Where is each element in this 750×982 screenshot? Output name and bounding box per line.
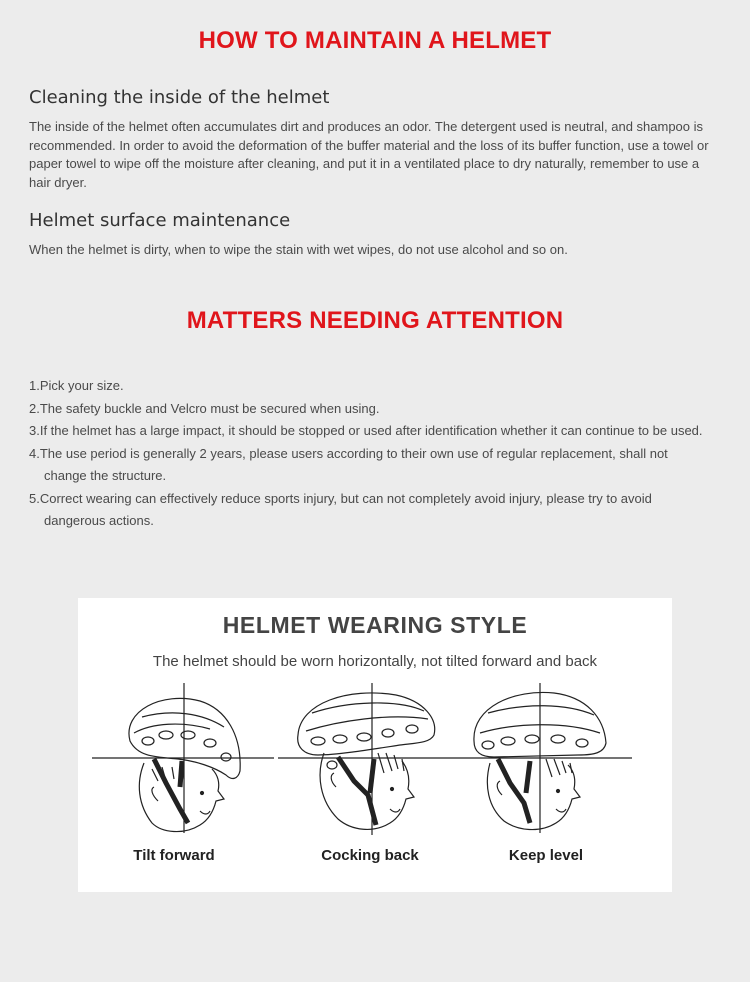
cleaning-text: The inside of the helmet often accumulates dirt and produces an odor. The detergent used is neutral, and shampoo is recommended. In order to avoid the deformation of the buffer material and the loss of its buffer function, use a towel or paper towel to wipe off the moisture after cleaning, and put it in a ventilated place to dry naturally, remember to use a hair dryer. [29, 119, 709, 190]
attention-title: MATTERS NEEDING ATTENTION [186, 307, 564, 334]
caption-tilt-forward: Tilt forward [133, 847, 215, 864]
cleaning-heading: Cleaning the inside of the helmet [29, 87, 330, 108]
surface-heading: Helmet surface maintenance [29, 210, 291, 231]
wearing-style-card [78, 598, 672, 892]
attention-item: 5.Correct wearing can effectively reduce sports injury, but can not completely avoid injury, please try to avoid dangerous actions. [29, 490, 652, 528]
attention-list [29, 375, 709, 533]
attention-item: 2.The safety buckle and Velcro must be secured when using. [29, 400, 380, 416]
wearing-title: HELMET WEARING STYLE [222, 612, 528, 638]
maintain-title: HOW TO MAINTAIN A HELMET [198, 27, 552, 54]
attention-item: 4.The use period is generally 2 years, please users according to their own use of regular replacement, shall not change the structure. [29, 445, 668, 483]
caption-keep-level: Keep level [508, 847, 584, 864]
attention-item: 3.If the helmet has a large impact, it should be stopped or used after identification whether it can continue to be used. [29, 423, 703, 438]
surface-text: When the helmet is dirty, when to wipe the stain with wet wipes, do not use alcohol and so on. [29, 242, 568, 257]
cocking-back-illustration [278, 683, 458, 838]
attention-item: 1.Pick your size. [29, 378, 124, 393]
caption-cocking-back: Cocking back [321, 847, 419, 864]
keep-level-illustration [454, 683, 644, 838]
tilt-forward-illustration [92, 683, 282, 838]
wearing-subtitle: The helmet should be worn horizontally, not tilted forward and back [152, 653, 598, 670]
